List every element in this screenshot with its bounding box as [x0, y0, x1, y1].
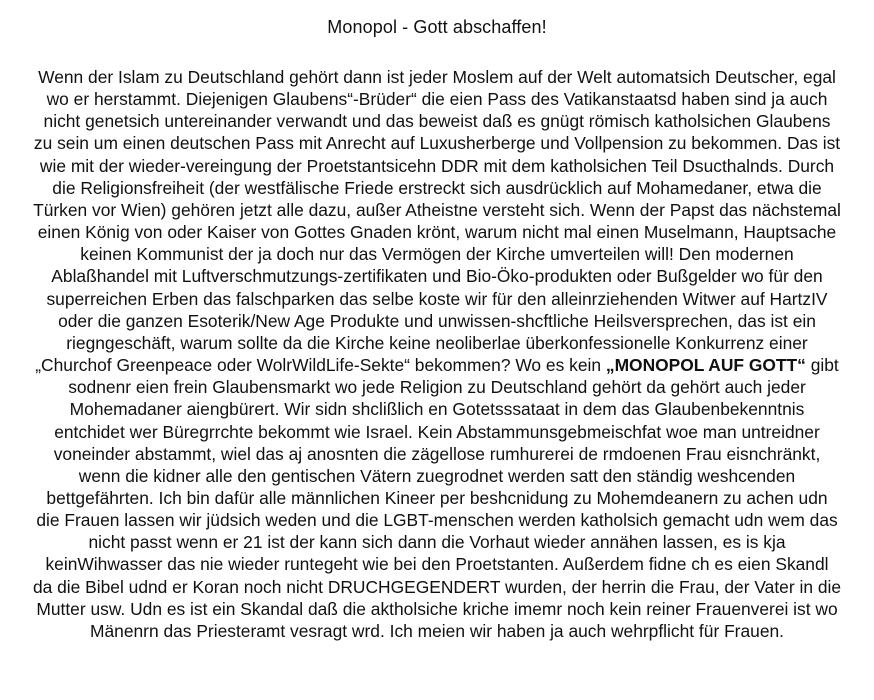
text-line: Türken vor Wien) gehören jetzt alle dazu, außer Atheistne versteht sich. Wenn der Papst das nächstemal [33, 199, 841, 220]
text-line: sodnenr eien frein Glaubensmarkt wo jede Religion zu Deutschland gehört da gehört auch jeder [68, 377, 806, 398]
text-segment: gibt [805, 355, 839, 376]
text-line: zu sein um einen deutschen Pass mit Anrecht auf Luxusherberge und Vollpension zu bekommen. Das ist [33, 133, 841, 154]
text-line: Mutter usw. Udn es ist ein Skandal daß die aktholsiche kriche imemr noch kein reiner Frauenverei ist wo [36, 598, 838, 619]
text-line: Mohemadaner aiengbürert. Wir sidn shclißlich en Gotetsssataat in dem das Glaubenbekenntnis [69, 399, 805, 420]
text-line: Wenn der Islam zu Deutschland gehört dann ist jeder Moslem auf der Welt automatsich Deutscher, egal [38, 67, 836, 87]
text-line: bettgefährten. Ich bin dafür alle männlichen Kineer per beshcnidung zu Mohemdeanern zu achen udn [46, 487, 828, 508]
text-line: Mänenrn das Priesteramt vesragt wrd. Ich meien wir haben ja auch wehrpflicht für Frauen. [89, 620, 784, 641]
text-line: keinen Kommunist der ja doch nur das Vermögen der Kirche umverteilen will! Den modernen [80, 244, 794, 265]
text-line: einen König von oder Kaiser von Gottes Gnaden krönt, warum nicht mal einen Muselmann, Hauptsache [37, 222, 837, 243]
body-text [8, 66, 866, 642]
text-line: entchidet wer Büregrrchte bekommt wie Israel. Kein Abstammunsgebmeischfat woe man untreidner [54, 421, 820, 442]
text-line: wie mit der wieder-vereingung der Proetstantsicehn DDR mit dem katholsichen Teil Dsucthalnds. Durch [39, 155, 835, 176]
text-line: oder die ganzen Esoterik/New Age Produkte und unwissen-shcftliche Heilsversprechen, das ist ein [58, 310, 816, 331]
text-line: wenn die kidner alle den gentischen Vätern zuegrodnet werden satt den ständig weshcenden [78, 465, 796, 486]
text-line: Ablaßhandel mit Luftverschmutzungs-zertifikaten und Bio-Öko-produkten oder Bußgelder wo für den [51, 266, 823, 287]
text-segment: „Churchof Greenpeace oder WolrWildLife-Sekte“ bekommen? Wo es kein [35, 355, 606, 376]
text-line: wo er herstammt. Diejenigen Glaubens“-Brüder“ die eien Pass des Vatikanstaatsd haben sind ja auch [46, 89, 828, 110]
text-line: nicht passt wenn er 21 ist der kann sich dann die Vorhaut wieder annähen lassen, es is kja [88, 532, 786, 553]
bold-emphasis: „MONOPOL AUF GOTT“ [605, 355, 806, 376]
text-line: da die Bibel udnd er Koran noch nicht DRUCHGEGENDERT wurden, der herrin die Frau, der Vater in die [32, 576, 842, 597]
page-title: Monopol - Gott abschaffen! [327, 17, 547, 37]
text-line: nicht genetsich untereinander verwandt und das beweist daß es gnügt römisch katholsichen Glaubens [43, 111, 831, 132]
text-line: superreichen Erben das falschparken das selbe koste wir für den alleinrziehenden Witwer auf HartzIV [46, 288, 828, 309]
text-line: keinWihwasser das nie wieder runtegeht wie bei den Proetstanten. Außerdem fidne ch es eien Skandl [45, 554, 829, 575]
text-line: die Religionsfreiheit (der westfälische Friede erstreckt sich ausdrücklich auf Mohamedaner, etwa die [52, 177, 822, 198]
text-line-with-emphasis [8, 354, 866, 376]
text-line: riegngeschäft, warum sollte da die Kirche keine neoliberlae überkonfessionelle Konkurrenz einer [66, 332, 808, 353]
text-line: voneinder abstammt, wiel das aj anosnten die zägellose rumhurerei de rmdoenen Frau eisnchränkt, [53, 443, 821, 464]
text-line: die Frauen lassen wir jüdsich weden und die LGBT-menschen werden katholsich gemacht udn wem das [36, 510, 838, 531]
